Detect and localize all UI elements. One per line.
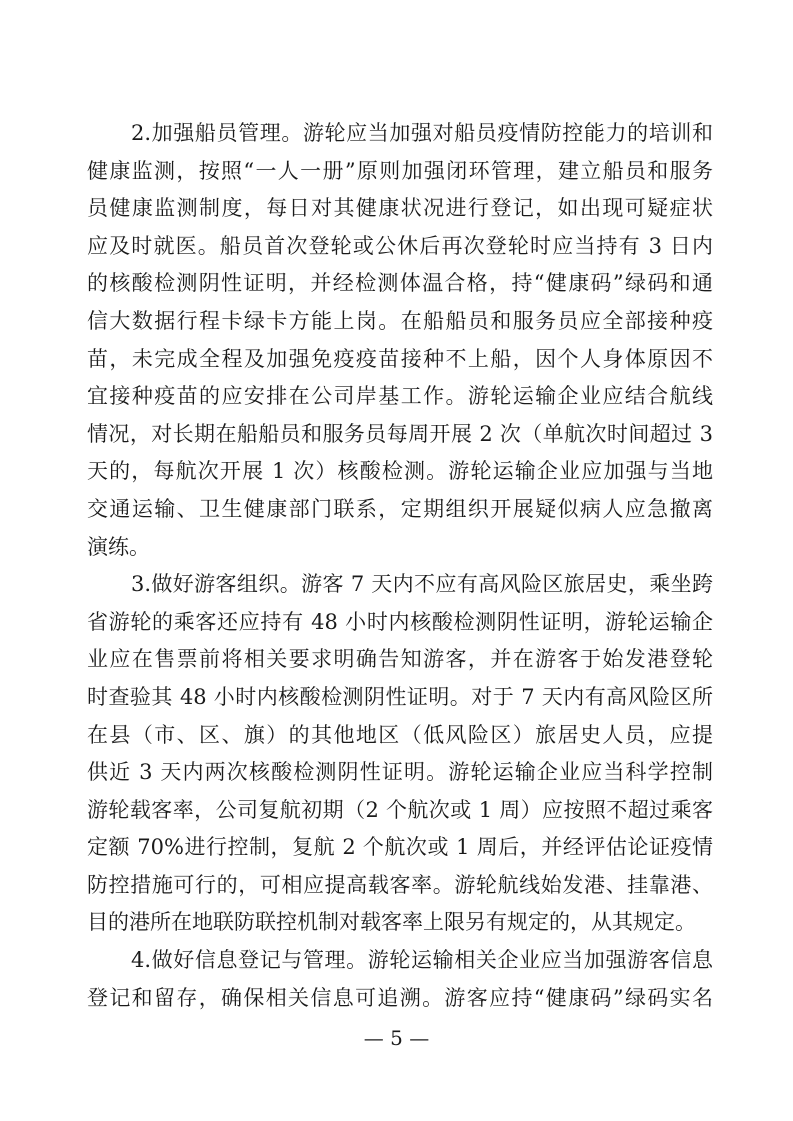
text-line: 目的港所在地联防联控机制对载客率上限另有规定的，从其规定。 bbox=[87, 910, 696, 935]
text-line: 登记和留存，确保相关信息可追溯。游客应持“健康码”绿码实名 bbox=[87, 985, 713, 1010]
text-line: 时查验其 48 小时内核酸检测阴性证明。对于 7 天内有高风险区所 bbox=[87, 684, 713, 709]
text-line: 防控措施可行的，可相应提高载客率。游轮航线始发港、挂靠港、 bbox=[87, 872, 713, 897]
text-line: 苗，未完成全程及加强免疫疫苗接种不上船，因个人身体原因不 bbox=[87, 346, 713, 371]
text-line: 3.做好游客组织。游客 7 天内不应有高风险区旅居史，乘坐跨 bbox=[131, 572, 713, 597]
text-line: 业应在售票前将相关要求明确告知游客，并在游客于始发港登轮 bbox=[87, 647, 713, 672]
page-number: — 5 — bbox=[363, 1026, 430, 1050]
text-line: 2.加强船员管理。游轮应当加强对船员疫情防控能力的培训和 bbox=[131, 121, 713, 145]
text-line: 在县（市、区、旗）的其他地区（低风险区）旅居史人员，应提 bbox=[87, 722, 713, 747]
document-body bbox=[87, 118, 713, 1020]
text-line: 省游轮的乘客还应持有 48 小时内核酸检测阴性证明，游轮运输企 bbox=[87, 609, 713, 634]
text-line: 天的，每航次开展 1 次）核酸检测。游轮运输企业应加强与当地 bbox=[87, 459, 713, 484]
text-line: 宜接种疫苗的应安排在公司岸基工作。游轮运输企业应结合航线 bbox=[87, 384, 713, 409]
text-line: 员健康监测制度，每日对其健康状况进行登记，如出现可疑症状 bbox=[87, 196, 713, 221]
paragraph-passenger-organization bbox=[87, 569, 713, 937]
text-line: 情况，对长期在船船员和服务员每周开展 2 次（单航次时间超过 3 bbox=[87, 421, 713, 446]
text-line: 交通运输、卫生健康部门联系，定期组织开展疑似病人应急撤离 bbox=[87, 496, 713, 521]
text-line: 健康监测，按照“一人一册”原则加强闭环管理，建立船员和服务 bbox=[87, 158, 713, 183]
text-line: 应及时就医。船员首次登轮或公休后再次登轮时应当持有 3 日内 bbox=[87, 233, 713, 258]
paragraph-crew-management bbox=[87, 118, 713, 562]
text-line: 定额 70%进行控制，复航 2 个航次或 1 周后，并经评估论证疫情 bbox=[87, 835, 713, 860]
text-line: 的核酸检测阴性证明，并经检测体温合格，持“健康码”绿码和通 bbox=[87, 271, 713, 296]
text-line: 游轮载客率，公司复航初期（2 个航次或 1 周）应按照不超过乘客 bbox=[87, 797, 713, 822]
text-line: 信大数据行程卡绿卡方能上岗。在船船员和服务员应全部接种疫 bbox=[87, 308, 713, 333]
paragraph-information-registration bbox=[87, 945, 713, 1013]
text-line: 供近 3 天内两次核酸检测阴性证明。游轮运输企业应当科学控制 bbox=[87, 760, 713, 785]
text-line: 4.做好信息登记与管理。游轮运输相关企业应当加强游客信息 bbox=[131, 948, 713, 973]
text-line: 演练。 bbox=[87, 534, 150, 559]
